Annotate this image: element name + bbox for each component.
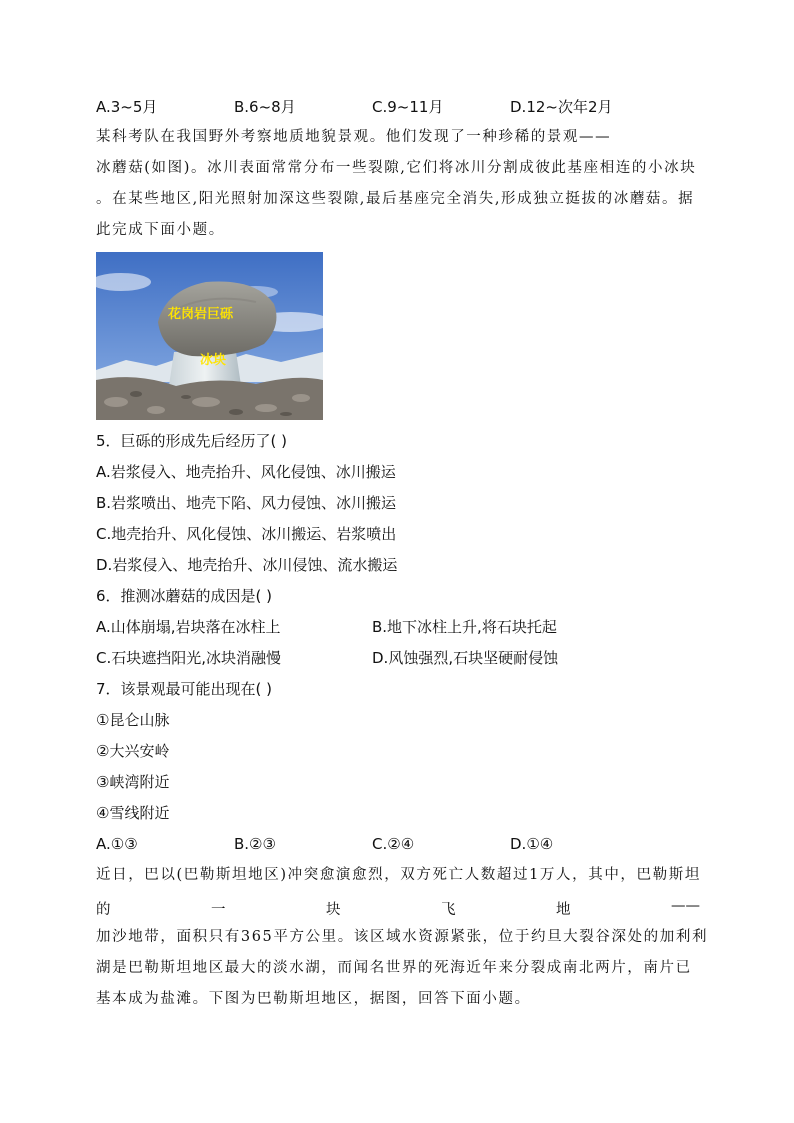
- ice-mushroom-photo: [96, 252, 323, 420]
- intro2-line: 近日，巴以(巴勒斯坦地区)冲突愈演愈烈，双方死亡人数超过1万人，其中，巴勒斯坦: [96, 867, 701, 883]
- prev-option-a: A.3~5月: [96, 98, 158, 116]
- q7-stem: 7．该景观最可能出现在( ): [96, 680, 273, 698]
- intro1-line: 某科考队在我国野外考察地质地貌景观。他们发现了一种珍稀的景观——: [96, 129, 612, 145]
- prev-option-c: C.9~11月: [372, 98, 444, 116]
- q5-option-c: C.地壳抬升、风化侵蚀、冰川搬运、岩浆喷出: [96, 525, 397, 543]
- q7-item-4: ④雪线附近: [96, 804, 170, 822]
- intro2-word: 一: [211, 902, 226, 918]
- intro2-word: 飞: [441, 902, 456, 918]
- q7-option-b: B.②③: [234, 835, 276, 853]
- q7-item-3: ③峡湾附近: [96, 773, 170, 791]
- label-granite-boulder: 花岗岩巨砾: [168, 307, 234, 322]
- intro2-word: 地: [556, 902, 571, 918]
- prev-option-b: B.6~8月: [234, 98, 296, 116]
- intro2-line: 基本成为盐滩。下图为巴勒斯坦地区，据图，回答下面小题。: [96, 991, 531, 1007]
- q6-option-c: C.石块遮挡阳光,冰块消融慢: [96, 649, 282, 667]
- q5-option-d: D.岩浆侵入、地壳抬升、冰川侵蚀、流水搬运: [96, 556, 398, 574]
- intro-paragraph-palestine: [96, 860, 700, 891]
- intro2-line: 湖是巴勒斯坦地区最大的淡水湖，而闻名世界的死海近年来分裂成南北两片，南片已: [96, 960, 692, 976]
- intro2-justified-line: [96, 898, 700, 920]
- intro-paragraph-palestine-cont: [96, 922, 709, 1015]
- q7-item-2: ②大兴安岭: [96, 742, 170, 760]
- q7-item-1: ①昆仑山脉: [96, 711, 170, 729]
- q7-option-a: A.①③: [96, 835, 138, 853]
- intro1-line: 。在某些地区,阳光照射加深这些裂隙,最后基座完全消失,形成独立挺拔的冰蘑菇。据: [96, 191, 695, 207]
- q6-stem: 6．推测冰蘑菇的成因是( ): [96, 587, 273, 605]
- q7-option-c: C.②④: [372, 835, 415, 853]
- intro1-line: 冰蘑菇(如图)。冰川表面常常分布一些裂隙,它们将冰川分割成彼此基座相连的小冰块: [96, 160, 697, 176]
- q6-option-a: A.山体崩塌,岩块落在冰柱上: [96, 618, 281, 636]
- q5-stem: 5．巨砾的形成先后经历了( ): [96, 432, 288, 450]
- label-ice-block: 冰块: [200, 353, 227, 368]
- q6-option-d: D.风蚀强烈,石块坚硬耐侵蚀: [372, 649, 559, 667]
- intro-paragraph-ice-mushroom: [96, 122, 700, 246]
- intro2-word: ——: [671, 898, 700, 914]
- intro2-line: 加沙地带，面积只有365平方公里。该区域水资源紧张，位于约旦大裂谷深处的加利利: [96, 929, 709, 945]
- intro1-line: 此完成下面小题。: [96, 222, 225, 238]
- intro2-word: 块: [326, 902, 341, 918]
- q5-option-a: A.岩浆侵入、地壳抬升、风化侵蚀、冰川搬运: [96, 463, 396, 481]
- intro2-word: 的: [96, 902, 111, 918]
- prev-option-d: D.12~次年2月: [510, 98, 613, 116]
- q7-option-d: D.①④: [510, 835, 554, 853]
- q6-option-b: B.地下冰柱上升,将石块托起: [372, 618, 557, 636]
- q5-option-b: B.岩浆喷出、地壳下陷、风力侵蚀、冰川搬运: [96, 494, 397, 512]
